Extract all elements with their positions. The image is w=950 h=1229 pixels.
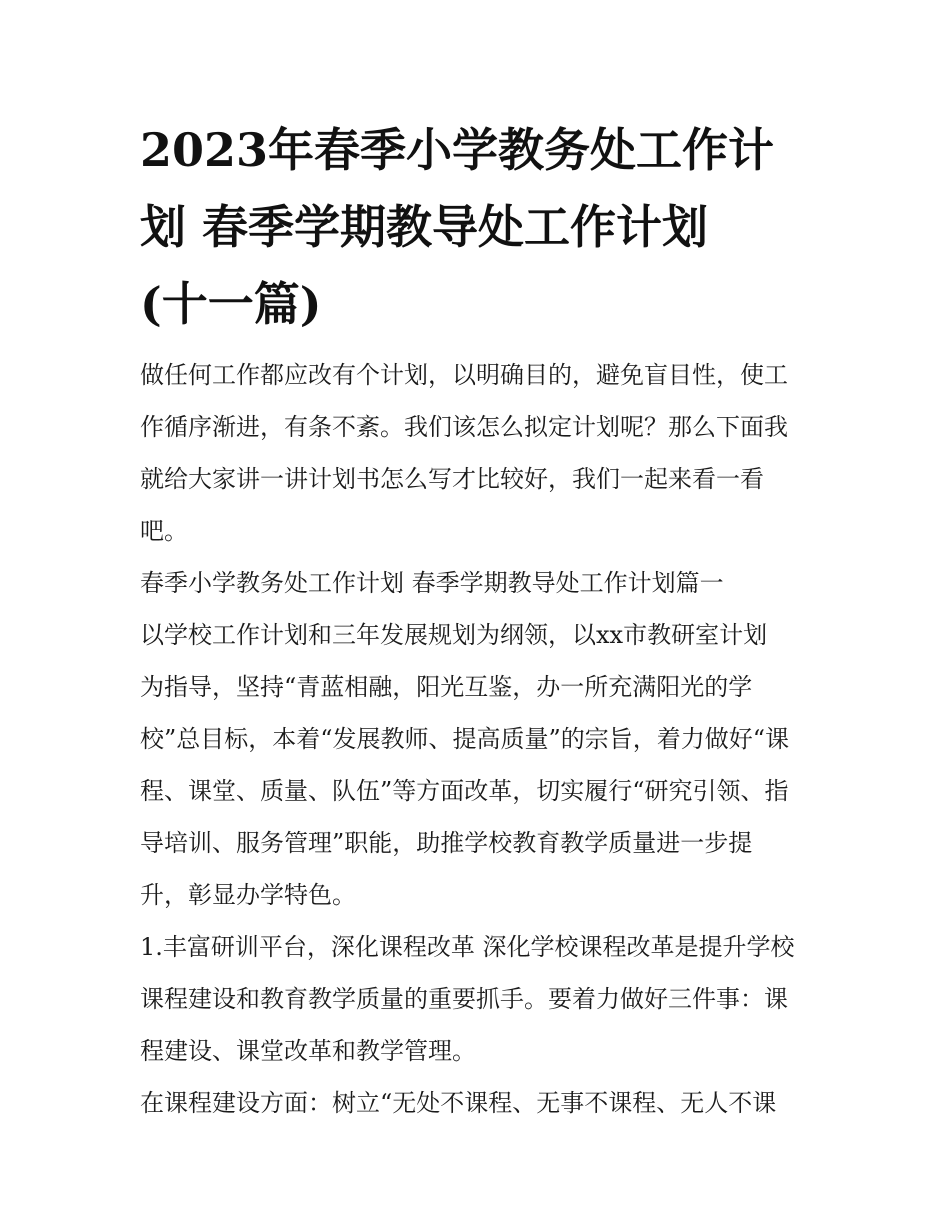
text-line: 程建设、课堂改革和教学管理。 [140, 1037, 476, 1065]
document-title [140, 112, 820, 343]
text-line: 导培训、服务管理”职能，助推学校教育教学质量进一步提 [140, 829, 753, 857]
title-line: 划 春季学期教导处工作计划 [140, 200, 709, 254]
title-line: 2023年春季小学教务处工作计 [140, 123, 775, 177]
text-line: 就给大家讲一讲计划书怎么写才比较好，我们一起来看一看 [140, 465, 764, 493]
text-line: 课程建设和教育教学质量的重要抓手。要着力做好三件事：课 [140, 985, 788, 1013]
text-line: 春季小学教务处工作计划 春季学期教导处工作计划篇一 [140, 569, 724, 597]
text-line: 吧。 [140, 517, 188, 545]
text-line: 1.丰富研训平台，深化课程改革 深化学校课程改革是提升学校 [140, 933, 795, 961]
text-line: 在课程建设方面：树立“无处不课程、无事不课程、无人不课 [140, 1089, 777, 1117]
numbered-paragraph [140, 921, 820, 1077]
section-heading [140, 557, 820, 609]
text-line: 为指导，坚持“青蓝相融，阳光互鉴，办一所充满阳光的学 [140, 673, 753, 701]
document-page [140, 112, 820, 1129]
text-line: 校”总目标，本着“发展教师、提高质量”的宗旨，着力做好“课 [140, 725, 790, 753]
text-line: 做任何工作都应改有个计划，以明确目的，避免盲目性，使工 [140, 361, 788, 389]
text-line: 程、课堂、质量、队伍”等方面改革，切实履行“研究引领、指 [140, 777, 789, 805]
body-paragraph [140, 1077, 820, 1129]
text-line: 升，彰显办学特色。 [140, 881, 356, 909]
intro-paragraph [140, 349, 820, 557]
title-line: (十一篇) [140, 277, 322, 331]
body-paragraph [140, 609, 820, 921]
text-line: 以学校工作计划和三年发展规划为纲领，以xx市教研室计划 [140, 621, 768, 649]
text-line: 作循序渐进，有条不紊。我们该怎么拟定计划呢？那么下面我 [140, 413, 788, 441]
